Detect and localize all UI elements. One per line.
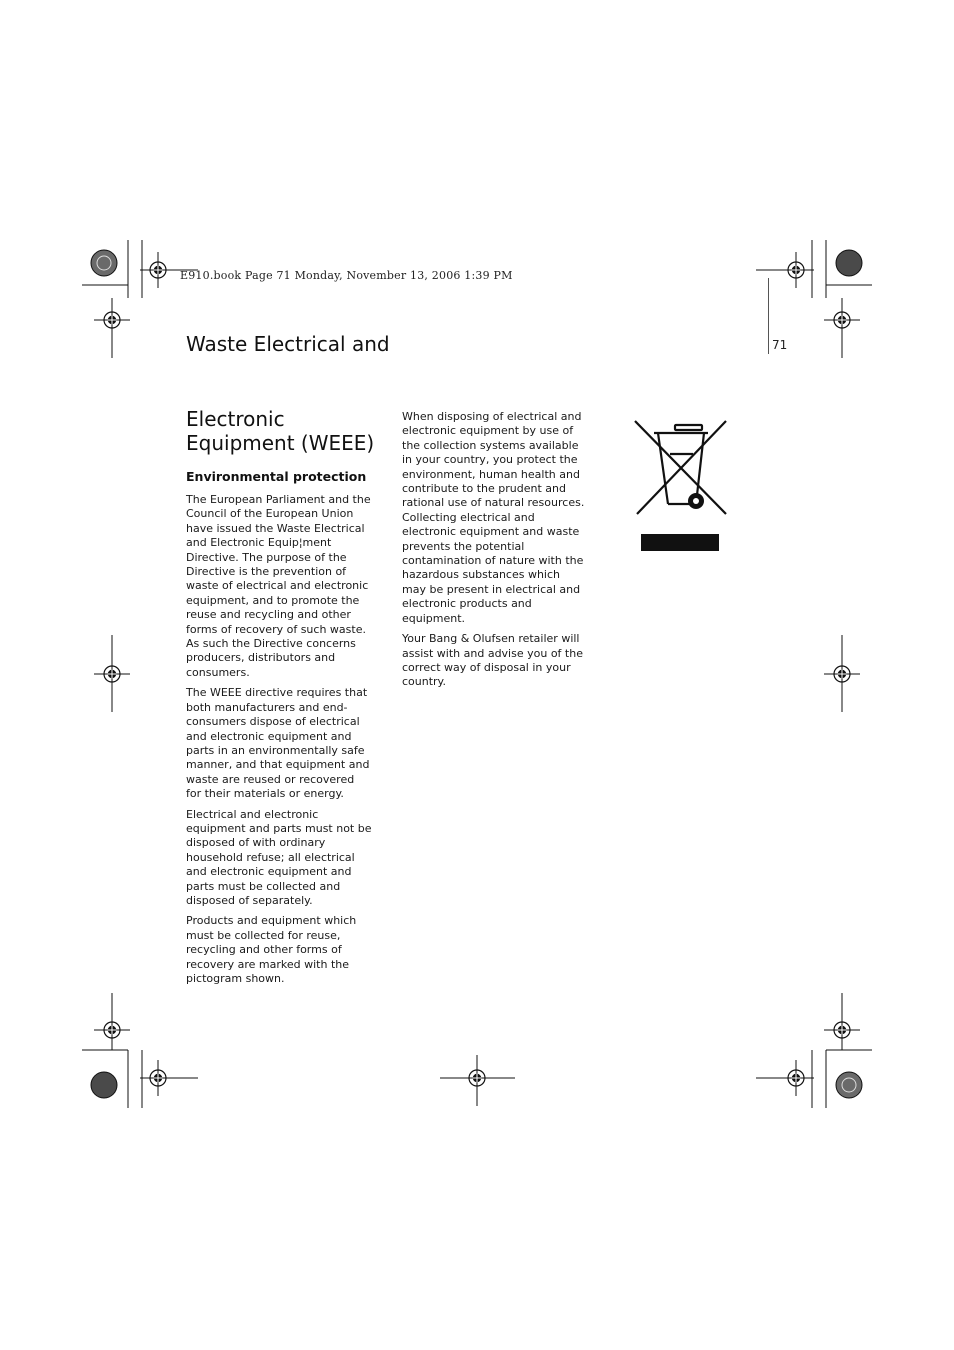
text-column-2 (402, 410, 586, 696)
paragraph: Electrical and electronic equipment and parts must not be disposed of with ordinary household refuse; all electrical and electronic equipment and parts must be collected and disposed of separately. (186, 807, 372, 907)
paragraph: Your Bang & Olufsen retailer will assist with and advise you of the correct way of disposal in your country. (402, 632, 583, 689)
environmental-protection-heading: Environmental protection (186, 469, 367, 484)
page-number: 71 (772, 338, 788, 352)
page-number-rule (768, 278, 769, 354)
crossed-out-wheelie-bin-icon (630, 418, 730, 518)
text-column-1 (186, 493, 372, 992)
paragraph: Products and equipment which must be collected for reuse, recycling and other forms of recovery are marked with the pictogram shown. (186, 914, 357, 985)
paragraph: When disposing of electrical and electronic equipment by use of the collection systems available in your country, you protect the environment, human health and contribute to the prudent and rational use of natural resources. Collecting electrical and electronic equipment and waste prevents the potential contamination of nature with the hazardous substances which may be present in electrical and electronic products and equipment. (402, 410, 585, 625)
paragraph: The European Parliament and the Council of the European Union have issued the Waste Electrical and Electronic Equip¦ment Directive. The purpose of the Directive is the prevention of waste of electrical and electronic equipment, and to promote the reuse and recycling and other forms of recovery of such waste. As such the Directive concerns producers, distributors and consumers. (186, 493, 371, 679)
section-title-line-2: Electronic Equipment (WEEE) (186, 407, 375, 455)
section-title-line-1: Waste Electrical and (186, 332, 390, 356)
paragraph: The WEEE directive requires that both manufacturers and end-consumers dispose of electrical and electronic equipment and parts in an environmentally safe manner, and that equipment and waste are reused or recovered for their materials or energy. (186, 686, 370, 801)
print-slug-line: E910.book Page 71 Monday, November 13, 2006 1:39 PM (180, 269, 513, 282)
separate-collection-bar (641, 534, 719, 551)
